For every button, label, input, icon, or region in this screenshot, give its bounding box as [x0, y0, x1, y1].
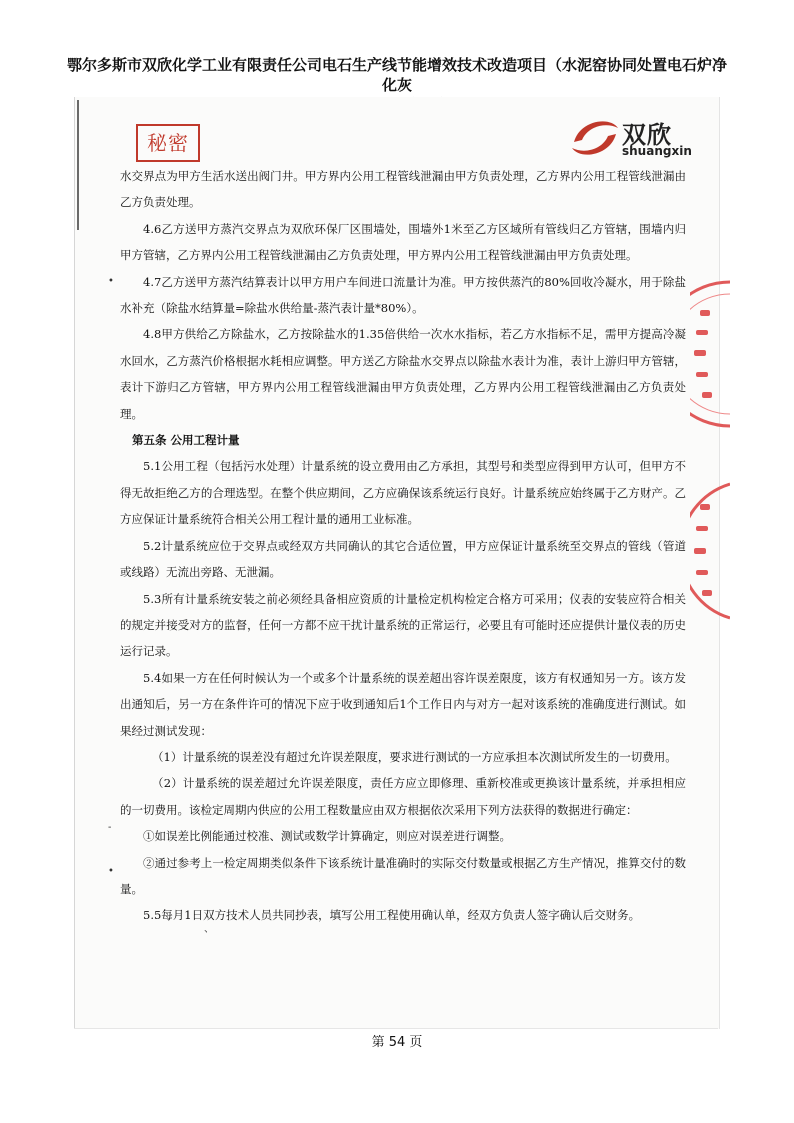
scan-speck: 、 — [204, 924, 214, 935]
logo-chinese-name: 双欣 — [622, 121, 672, 149]
scan-left-edge-mark — [77, 100, 79, 230]
scan-speck: • — [108, 866, 114, 877]
company-seal-icon — [690, 482, 730, 622]
logo-english-name: shuangxin — [622, 144, 692, 158]
header-line-1: 鄂尔多斯市双欣化学工业有限责任公司电石生产线节能增效技术改造项目（水泥窑协同处置电石炉净化灰 — [66, 56, 727, 94]
body-paragraph: 5.4如果一方在任何时候认为一个或多个计量系统的误差超出容许误差限度，该方有权通知另一方。该方发出通知后，另一方在条件许可的情况下应于收到通知后1个工作日内与对方一起对该系统的准确度进行测试。如果经过测试发现： — [120, 670, 686, 738]
body-paragraph: 水交界点为甲方生活水送出阀门井。甲方界内公用工程管线泄漏由甲方负责处理，乙方界内公用工程管线泄漏由乙方负责处理。 — [120, 169, 686, 210]
confidential-stamp: 秘密 — [136, 124, 200, 162]
body-paragraph: 5.3所有计量系统安装之前必须经具备相应资质的计量检定机构检定合格方可采用；仪表的安装应符合相关的规定并接受对方的监督，任何一方都不应干扰计量系统的正常运行，必要且有可能时还应提供计量仪表的历史运行记录。 — [120, 591, 686, 659]
body-paragraph: ①如误差比例能通过校准、测试或数学计算确定，则应对误差进行调整。 — [143, 829, 511, 844]
section-heading: 第五条 公用工程计量 — [132, 433, 240, 448]
scan-bottom-divider — [74, 1028, 718, 1029]
body-paragraph: 5.2计量系统应位于交界点或经双方共同确认的其它合适位置，甲方应保证计量系统至交界点的管线（管道或线路）无流出旁路、无泄漏。 — [120, 538, 686, 580]
body-paragraph: （1）计量系统的误差没有超过允许误差限度，要求进行测试的一方应承担本次测试所发生的一切费用。 — [152, 749, 677, 764]
body-paragraph: ②通过参考上一检定周期类似条件下该系统计量准确时的实际交付数量或根据乙方生产情况，推算交付的数量。 — [120, 855, 686, 896]
contract-body — [120, 163, 686, 929]
company-seal-icon — [690, 280, 730, 430]
body-paragraph: （2）计量系统的误差超过允许误差限度，责任方应立即修理、重新校准或更换该计量系统，并承担相应的一切费用。该检定周期内供应的公用工程数量应由双方根据依次采用下列方法获得的数据进行确定： — [120, 776, 686, 817]
body-paragraph: 5.1公用工程（包括污水处理）计量系统的设立费用由乙方承担，其型号和类型应得到甲方认可，但甲方不得无故拒绝乙方的合理选型。在整个供应期间，乙方应确保该系统运行良好。计量系统应始终属于乙方财产。乙方应保证计量系统符合相关公用工程计量的通用工业标准。 — [120, 459, 686, 527]
body-paragraph: 4.6乙方送甲方蒸汽交界点为双欣环保厂区围墙处，围墙外1米至乙方区域所有管线归乙方管辖，围墙内归甲方管辖，乙方界内公用工程管线泄漏由乙方负责处理，甲方界内公用工程管线泄漏由甲方负责处理。 — [120, 221, 686, 263]
scan-speck: • — [108, 276, 114, 287]
scan-speck: - — [108, 822, 112, 833]
logo-swoosh-icon — [572, 121, 618, 154]
body-paragraph: 5.5每月1日双方技术人员共同抄表，填写公用工程使用确认单，经双方负责人签字确认后交财务。 — [143, 908, 641, 923]
page-number: 第 54 页 — [371, 1035, 423, 1050]
body-paragraph: 4.8甲方供给乙方除盐水，乙方按除盐水的1.35倍供给一次水水指标，若乙方水指标不足，需甲方提高冷凝水回水，乙方蒸汽价格根据水耗相应调整。甲方送乙方除盐水交界点以除盐水表计为准，表计上游归甲方管辖，表计下游归乙方管辖，甲方界内公用工程管线泄漏由甲方负责处理，乙方界内公用工程管线泄漏由乙方负责处理。 — [120, 327, 686, 421]
body-paragraph: 4.7乙方送甲方蒸汽结算表计以甲方用户车间进口流量计为准。甲方按供蒸汽的80%回收冷凝水，用于除盐水补充（除盐水结算量=除盐水供给量-蒸汽表计量*80%）。 — [120, 274, 686, 316]
